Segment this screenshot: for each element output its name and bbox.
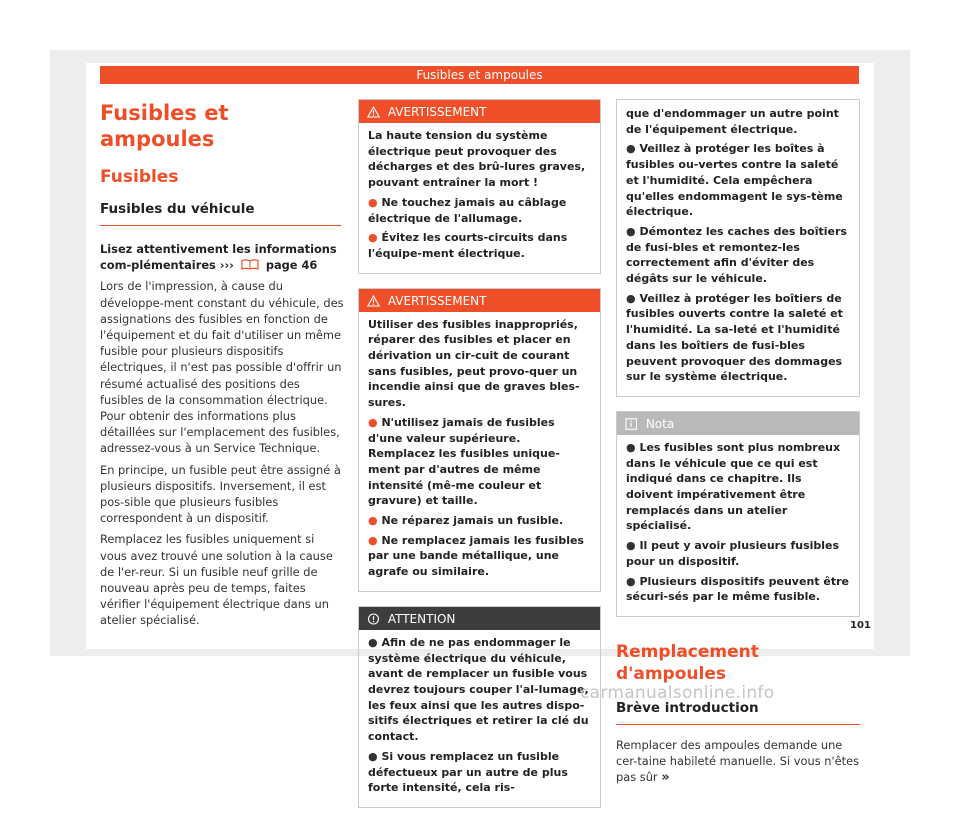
paragraph-2: En principe, un fusible peut être assigné à plusieurs dispositifs. Inversement, il est pos-sible que plusieurs fusibles correspondent à un dispositif. (100, 462, 341, 526)
list-item: ● Afin de ne pas endommager le système électrique du véhicule, avant de remplacer un fusible vous devrez toujours couper l'al-lumage, les feux ainsi que les autres dispo-sitifs électriques et retirer la clé du contact. (368, 635, 589, 744)
list-item: ● Ne réparez jamais un fusible. (368, 514, 564, 528)
attention-title: ATTENTION (387, 611, 456, 626)
section-title-ampoules: Remplacement d'ampoules (616, 641, 759, 684)
warning-triangle-icon (367, 295, 380, 307)
lead-page-link[interactable]: page 46 (265, 258, 318, 273)
list-item: ● Veillez à protéger les boîtes à fusibles ou-vertes contre la saleté et l'humidité. Cela empêchera qu'elles endommagent le sys-tème électrique. (626, 142, 843, 219)
paragraph-ampoules: Remplacer des ampoules demande une cer-taine habileté manuelle. Si vous n'êtes pas sûr » (616, 737, 860, 786)
warning-body (359, 123, 600, 273)
nota-body (617, 435, 859, 616)
warning-intro: La haute tension du système électrique peut provoquer des décharges et des brû-lures graves, pouvant entraîner la mort ! (368, 129, 586, 190)
page-number: 101 (850, 620, 871, 631)
list-item: ● Si vous remplacez un fusible défectueux par un autre de plus forte intensité, cela ris- (368, 749, 568, 795)
attention-body (359, 630, 600, 807)
list-item: ● Démontez les caches des boîtiers de fusi-bles et remontez-les correctement afin d'éviter des dégâts sur le véhicule. (626, 224, 847, 286)
paragraph-3: Remplacez les fusibles uniquement si vous avez trouvé une solution à la cause de l'er-reur. Si un fusible neuf grille de nouveau après peu de temps, faites vérifier l'équipement électrique dans un atelier spécialisé. (100, 532, 333, 628)
attention-continued-body (617, 100, 859, 396)
subsection-title: Fusibles du véhicule (100, 200, 341, 226)
warning-header (359, 100, 600, 123)
watermark: carmanualsonline.info (580, 683, 775, 703)
attention-continued-text: que d'endommager un autre point de l'équipement électrique. (626, 107, 839, 136)
warning-box-2 (358, 288, 601, 592)
list-item: ● Les fusibles sont plus nombreux dans le véhicule que ce qui est indiqué dans ce chapitre. Ils doivent impérativement être remplacés dans un atelier spécialisé. (626, 440, 841, 533)
list-item: ● Veillez à protéger les boîtiers de fusibles ouverts contre la saleté et l'humidité. La sa-leté et l'humidité dans les boîtiers de fusi-bles peuvent provoquer des dommages sur le système électrique. (626, 291, 843, 384)
warning-title: AVERTISSEMENT (387, 105, 487, 119)
lead-paragraph (100, 241, 344, 273)
continued-marker: » (661, 770, 670, 786)
warning-body (359, 312, 600, 591)
attention-box (358, 606, 601, 808)
list-item: ● N'utilisez jamais de fusibles d'une valeur supérieure. Remplacez les fusibles unique-ment par d'autres de même intensité (mê-me couleur et gravure) et taille. (368, 415, 560, 508)
section-title: Fusibles (100, 167, 179, 187)
nota-header (617, 412, 859, 435)
warning-box-1 (358, 99, 601, 274)
nota-box (616, 411, 860, 617)
warning-header (359, 289, 600, 312)
header-title: Fusibles et ampoules (416, 68, 543, 82)
list-item: ● Évitez les courts-circuits dans l'équipe-ment électrique. (368, 231, 568, 260)
warning-intro: Utiliser des fusibles inappropriés, réparer des fusibles et placer en dérivation un cir-cuit de courant sans fusibles, peut provo-quer un incendie ainsi que de graves bles-sures. (368, 317, 580, 410)
column-1 (100, 100, 344, 629)
nota-title: Nota (645, 416, 675, 431)
subsection-title-intro: Brève introduction (616, 699, 860, 725)
info-square-icon (625, 418, 638, 430)
page-header-bar (100, 66, 859, 84)
paragraph-1: Lors de l'impression, à cause du développe-ment constant du véhicule, des assignations des fusibles en fonction de l'équipement et du fait d'utiliser un même fusible pour plusieurs dispositifs électriques, il n'est pas possible d'offrir un résumé actualisé des positions des fusibles de la consommation électrique. Pour obtenir des informations plus détaillées sur l'emplacement des fusibles, adressez-vous à un Service Technique. (100, 279, 344, 456)
list-item: ● Ne touchez jamais au câblage électrique de l'allumage. (368, 195, 567, 225)
list-item: ● Ne remplacez jamais les fusibles par une bande métallique, une agrafe ou similaire. (368, 533, 584, 579)
list-item: ● Il peut y avoir plusieurs fusibles pour un dispositif. (626, 539, 840, 568)
list-item: ● Plusieurs dispositifs peuvent être sécuri-sés par le même fusible. (626, 574, 849, 604)
warning-title: AVERTISSEMENT (387, 293, 487, 308)
book-icon[interactable] (241, 258, 259, 269)
attention-continued-box (616, 99, 860, 397)
attention-header (359, 607, 600, 630)
lead-text: Lisez attentivement les informations com-plémentaires ››› (100, 242, 337, 273)
column-2 (358, 99, 601, 822)
chapter-title: Fusibles et ampoules (100, 101, 229, 151)
info-circle-icon (367, 613, 380, 625)
warning-triangle-icon (367, 106, 380, 118)
